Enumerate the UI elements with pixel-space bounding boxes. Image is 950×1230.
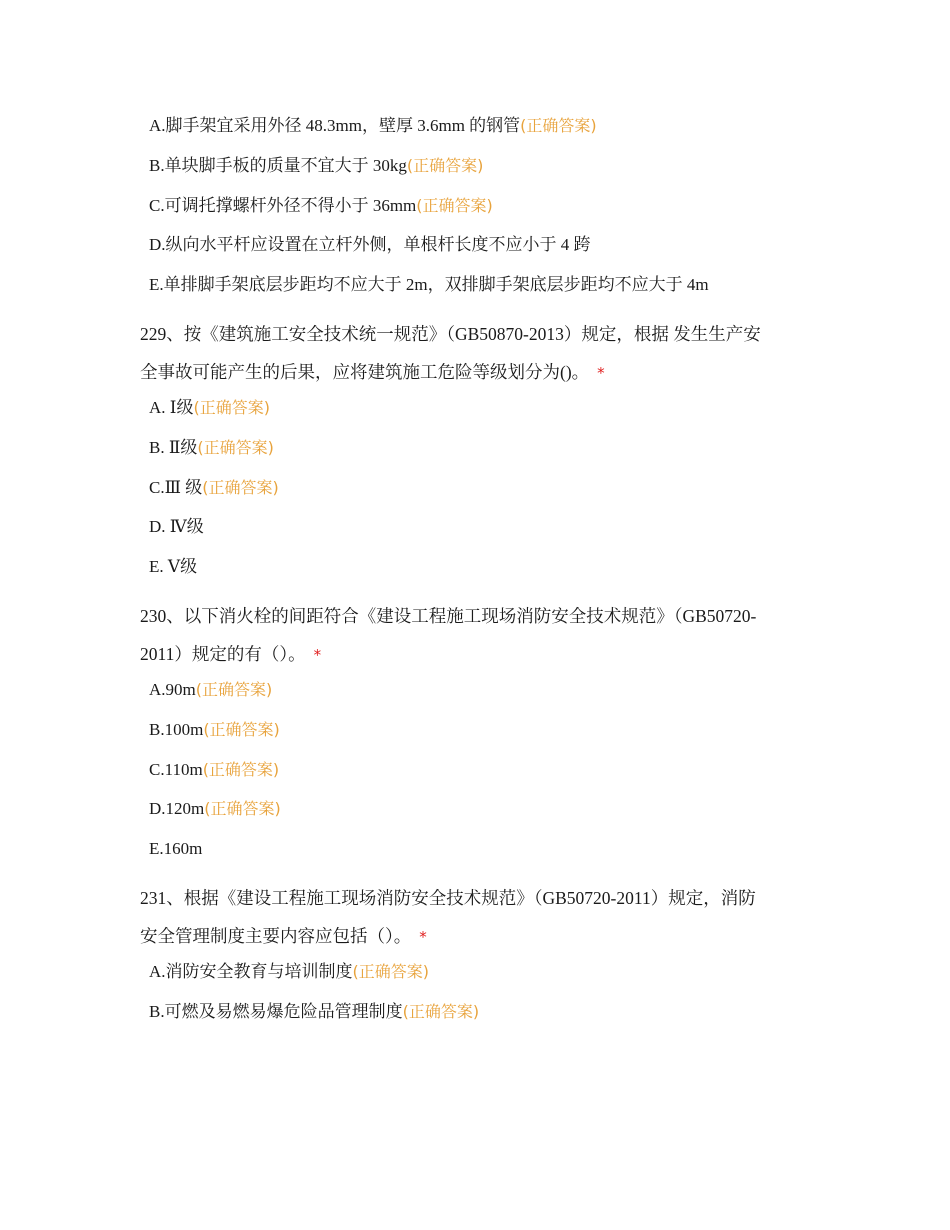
- answer-option: [140, 1002, 820, 1022]
- answer-option: [140, 517, 820, 537]
- option-text: C.110m: [149, 759, 203, 779]
- answer-option: [140, 962, 820, 982]
- correct-answer-label: (正确答案): [202, 477, 279, 497]
- question-line: [140, 597, 820, 635]
- option-text: B.100m: [149, 719, 204, 739]
- required-marker: *: [597, 363, 605, 382]
- option-text: E.160m: [149, 839, 203, 859]
- document-page: [140, 116, 820, 1042]
- question-text: [140, 879, 820, 956]
- answer-option: [140, 680, 820, 700]
- answer-option: [140, 235, 820, 255]
- option-text: A.脚手架宜采用外径 48.3mm，壁厚 3.6mm 的钢管: [149, 116, 521, 135]
- question-line: [140, 879, 820, 917]
- option-text: A. Ⅰ级: [149, 397, 194, 417]
- required-marker: *: [419, 927, 427, 946]
- question-block: [140, 879, 820, 1022]
- correct-answer-label: (正确答案): [406, 155, 484, 175]
- question-text: [140, 315, 820, 392]
- question-line-text: 2011）规定的有（）。: [140, 643, 306, 664]
- answer-option: [140, 275, 820, 295]
- option-text: E. Ⅴ级: [149, 557, 198, 577]
- correct-answer-label: (正确答案): [195, 679, 273, 699]
- correct-answer-label: (正确答案): [202, 759, 280, 779]
- answer-option: [140, 839, 820, 859]
- answer-option: [140, 398, 820, 418]
- option-text: D.纵向水平杆应设置在立杆外侧，单根杆长度不应小于 4 跨: [149, 235, 591, 255]
- question-block: [140, 116, 820, 295]
- option-text: C.Ⅲ 级: [149, 477, 203, 497]
- question-text: [140, 597, 820, 674]
- question-line-text: 全事故可能产生的后果，应将建筑施工危险等级划分为()。: [140, 361, 590, 382]
- option-text: E.单排脚手架底层步距均不应大于 2m，双排脚手架底层步距均不应大于 4m: [149, 275, 709, 295]
- answer-option: [140, 438, 820, 458]
- correct-answer-label: (正确答案): [416, 195, 493, 215]
- answer-option: [140, 720, 820, 740]
- option-text: C.可调托撑螺杆外径不得小于 36mm: [149, 195, 417, 215]
- question-block: [140, 315, 820, 577]
- option-text: A.消防安全教育与培训制度: [149, 961, 353, 981]
- answer-option: [140, 156, 820, 176]
- correct-answer-label: (正确答案): [352, 961, 430, 981]
- question-line-text: 229、按《建筑施工安全技术统一规范》（GB50870-2013）规定，根据 发生生产安: [140, 323, 761, 344]
- question-line: [140, 353, 820, 392]
- question-line: [140, 315, 820, 353]
- question-line-text: 安全管理制度主要内容应包括（）。: [140, 925, 412, 946]
- question-block: [140, 597, 820, 859]
- answer-option: [140, 196, 820, 216]
- answer-option: [140, 116, 820, 136]
- answer-option: [140, 557, 820, 577]
- question-line-text: 230、以下消火栓的间距符合《建设工程施工现场消防安全技术规范》（GB50720-: [140, 605, 757, 626]
- option-text: D. Ⅳ级: [149, 517, 204, 537]
- question-line: [140, 635, 820, 674]
- option-text: B.单块脚手板的质量不宜大于 30kg: [149, 155, 407, 175]
- correct-answer-label: (正确答案): [193, 397, 270, 417]
- correct-answer-label: (正确答案): [520, 116, 597, 135]
- question-line-text: 231、根据《建设工程施工现场消防安全技术规范》（GB50720-2011）规定，消防: [140, 887, 756, 908]
- option-text: B.可燃及易燃易爆危险品管理制度: [149, 1001, 403, 1021]
- option-text: A.90m: [149, 679, 196, 699]
- correct-answer-label: (正确答案): [197, 437, 274, 457]
- correct-answer-label: (正确答案): [204, 799, 281, 819]
- option-text: B. Ⅱ级: [149, 437, 198, 457]
- correct-answer-label: (正确答案): [203, 719, 280, 739]
- answer-option: [140, 799, 820, 819]
- correct-answer-label: (正确答案): [402, 1001, 480, 1021]
- question-line: [140, 917, 820, 956]
- required-marker: *: [313, 645, 322, 664]
- answer-option: [140, 760, 820, 780]
- answer-option: [140, 478, 820, 498]
- option-text: D.120m: [149, 799, 205, 819]
